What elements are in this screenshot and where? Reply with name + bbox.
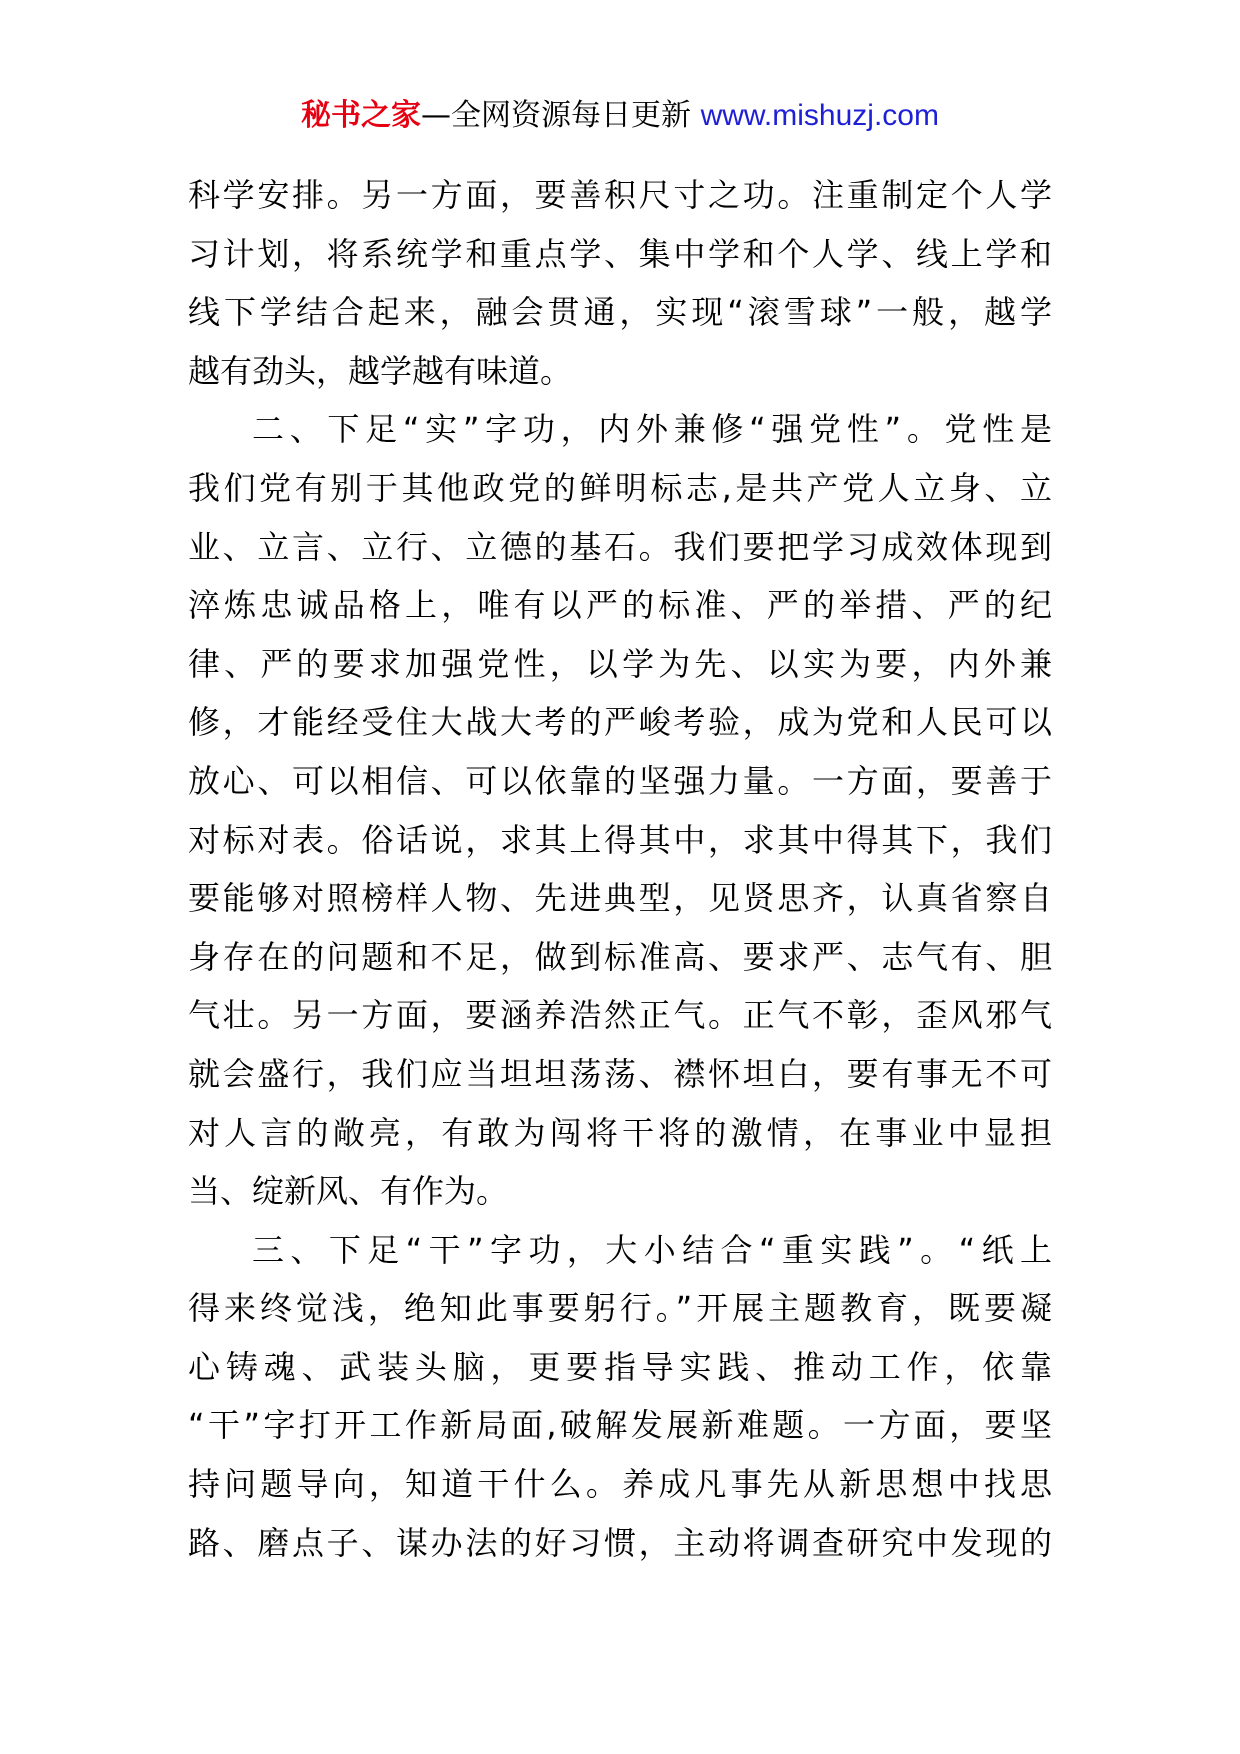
text-line: 越有劲头，越学越有味道。 <box>188 351 573 390</box>
text-line: 对人言的敞亮，有敢为闯将干将的激情，在事业中显担 <box>188 1113 1052 1152</box>
text-line: 得来终觉浅，绝知此事要躬行。”开展主题教育，既要凝 <box>188 1289 1052 1328</box>
text-line: 对标对表。俗话说，求其上得其中，求其中得其下，我们 <box>188 820 1052 859</box>
header-brand: 秘书之家 <box>301 98 422 133</box>
text-line: 习计划，将系统学和重点学、集中学和个人学、线上学和 <box>188 234 1052 273</box>
text-line: 业、立言、立行、立德的基石。我们要把学习成效体现到 <box>188 527 1052 566</box>
text-line: 心铸魂、武装头脑，更要指导实践、推动工作，依靠 <box>188 1347 1052 1386</box>
text-line: 持问题导向，知道干什么。养成凡事先从新思想中找思 <box>188 1465 1052 1504</box>
document-body <box>188 166 1052 1572</box>
text-line: 科学安排。另一方面，要善积尺寸之功。注重制定个人学 <box>188 176 1052 214</box>
text-line: 线下学结合起来，融会贯通，实现“滚雪球”一般，越学 <box>188 293 1052 332</box>
text-line: 气壮。另一方面，要涵养浩然正气。正气不彰，歪风邪气 <box>188 996 1052 1035</box>
text-line: 当、绽新风、有作为。 <box>188 1172 509 1211</box>
text-line: 路、磨点子、谋办法的好习惯，主动将调查研究中发现的 <box>188 1523 1052 1562</box>
text-line: 淬炼忠诚品格上，唯有以严的标准、严的举措、严的纪 <box>188 586 1052 625</box>
section-heading-line: 二、下足“实”字功，内外兼修“强党性”。党性是 <box>252 410 1052 449</box>
text-line: “干”字打开工作新局面,破解发展新难题。一方面，要坚 <box>188 1406 1052 1445</box>
text-line: 我们党有别于其他政党的鲜明标志,是共产党人立身、立 <box>188 468 1052 507</box>
header-url-link[interactable]: www.mishuzj.com <box>700 99 939 132</box>
text-line: 修，才能经受住大战大考的严峻考验，成为党和人民可以 <box>188 703 1052 742</box>
text-line: 就会盛行，我们应当坦坦荡荡、襟怀坦白，要有事无不可 <box>188 1054 1052 1093</box>
text-line: 身存在的问题和不足，做到标准高、要求严、志气有、胆 <box>188 937 1052 976</box>
text-line: 要能够对照榜样人物、先进典型，见贤思齐，认真省察自 <box>188 879 1052 918</box>
section-heading-line: 三、下足“干”字功，大小结合“重实践”。“纸上 <box>252 1230 1052 1269</box>
text-line: 律、严的要求加强党性，以学为先、以实为要，内外兼 <box>188 644 1052 683</box>
text-line: 放心、可以相信、可以依靠的坚强力量。一方面，要善于 <box>188 761 1052 800</box>
page-header <box>0 98 1240 134</box>
header-tagline: —全网资源每日更新 <box>421 98 692 133</box>
